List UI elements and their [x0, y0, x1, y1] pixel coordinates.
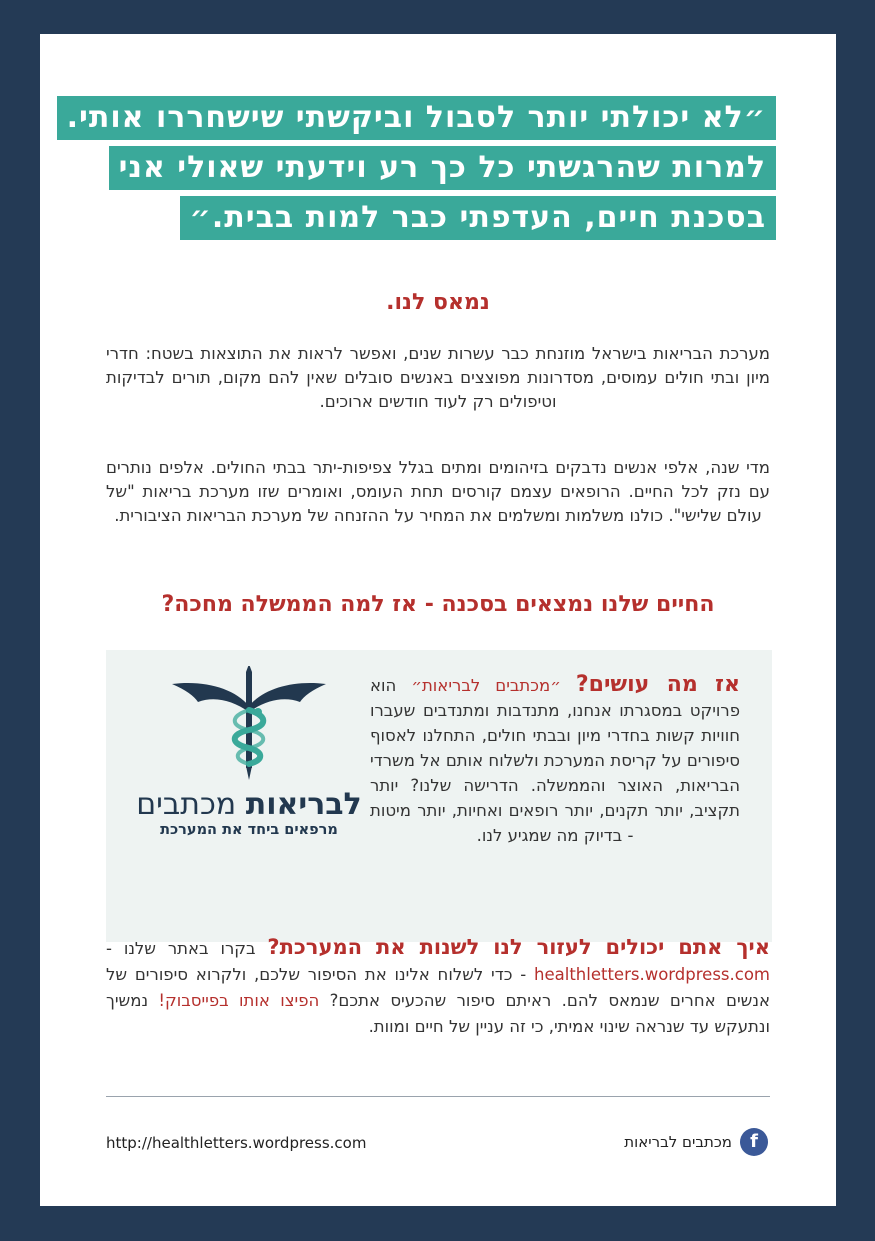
logo: [134, 666, 364, 866]
logo-name-light: מכתבים: [136, 787, 237, 822]
website-link[interactable]: healthletters.wordpress.com: [534, 965, 770, 984]
logo-tagline: מרפאים ביחד את המערכת: [160, 822, 338, 838]
quote-line-3: בסכנת חיים, העדפתי כבר למות בבית.״: [180, 196, 776, 240]
quote-line-2: למרות שהרגשתי כל כך רע וידעתי שאולי אני: [109, 146, 776, 190]
flyer-sheet: [40, 34, 836, 1206]
heading-fed-up: נמאס לנו.: [386, 290, 490, 315]
help-text-2: - כדי לשלוח אלינו את הסיפור שלכם, ולקרוא סיפורים של אנשים אחרים שנמאס להם. ראיתם סיפור שהכעיס אתכם?: [106, 965, 770, 1010]
help-text-3: נמשיך ונתעקש עד שנראה שינוי אמיתי, כי זה עניין של חיים ומוות.: [106, 991, 770, 1036]
quote-block: [66, 96, 776, 246]
help-text-1: בקרו באתר שלנו -: [106, 939, 268, 958]
logo-name-bold: לבריאות: [245, 787, 362, 822]
caduceus-pen-icon: [164, 666, 334, 784]
facebook-page-name: מכתבים לבריאות: [624, 1133, 732, 1151]
heading-lives-in-danger: החיים שלנו נמצאים בסכנה - אז למה הממשלה מחכה?: [161, 592, 715, 617]
project-name-quote: ״מכתבים לבריאות״: [411, 676, 561, 695]
project-info-box: [106, 650, 772, 942]
facebook-icon[interactable]: f: [740, 1128, 768, 1156]
share-facebook-link[interactable]: הפיצו אותו בפייסבוק!: [158, 991, 320, 1010]
logo-name: [134, 788, 364, 822]
project-heading: אז מה עושים?: [575, 672, 741, 697]
footer-website-url[interactable]: http://healthletters.wordpress.com: [106, 1134, 367, 1152]
quote-line-1: ״לא יכולתי יותר לסבול וביקשתי שישחררו אותי.: [57, 96, 776, 140]
help-heading: איך אתם יכולים לעזור לנו לשנות את המערכת?: [267, 935, 770, 959]
help-paragraph: [106, 934, 770, 1040]
paragraph-infections: מדי שנה, אלפי אנשים נדבקים בזיהומים ומתים בגלל צפיפות-יתר בבתי החולים. אלפים נותרים עם נזק לכל החיים. הרופאים עצמם קורסים תחת העומס, ואומרים שזו מערכת בריאות "של עולם שלישי". כולנו משלמות ומשלמים את המחיר על ההזנחה של מערכת הבריאות הציבורית.: [106, 458, 770, 525]
footer-divider: [106, 1096, 770, 1097]
project-body: הוא פרויקט במסגרתו אנחנו, מתנדבות ומתנדבים שעברו חוויות קשות בחדרי מיון ובבתי חולים, התחלנו לאסוף סיפורים על קריסת המערכת ולשלוח אותם אל משרדי הבריאות, האוצר והממשלה. הדרישה שלנו? יותר תקציב, יותר תקנים, יותר רופאים ואחיות, יותר מיטות - בדיוק מה שמגיע לנו.: [370, 676, 740, 845]
project-description: [370, 672, 740, 848]
footer-facebook[interactable]: [624, 1128, 768, 1156]
paragraph-system-neglect: מערכת הבריאות בישראל מוזנחת כבר עשרות שנים, ואפשר לראות את התוצאות בשטח: חדרי מיון ובתי חולים עמוסים, מסדרונות מפוצצים באנשים סובלים שאין להם מקום, תורים לבדיקות וטיפולים רק לעוד חודשים ארוכים.: [106, 344, 770, 411]
